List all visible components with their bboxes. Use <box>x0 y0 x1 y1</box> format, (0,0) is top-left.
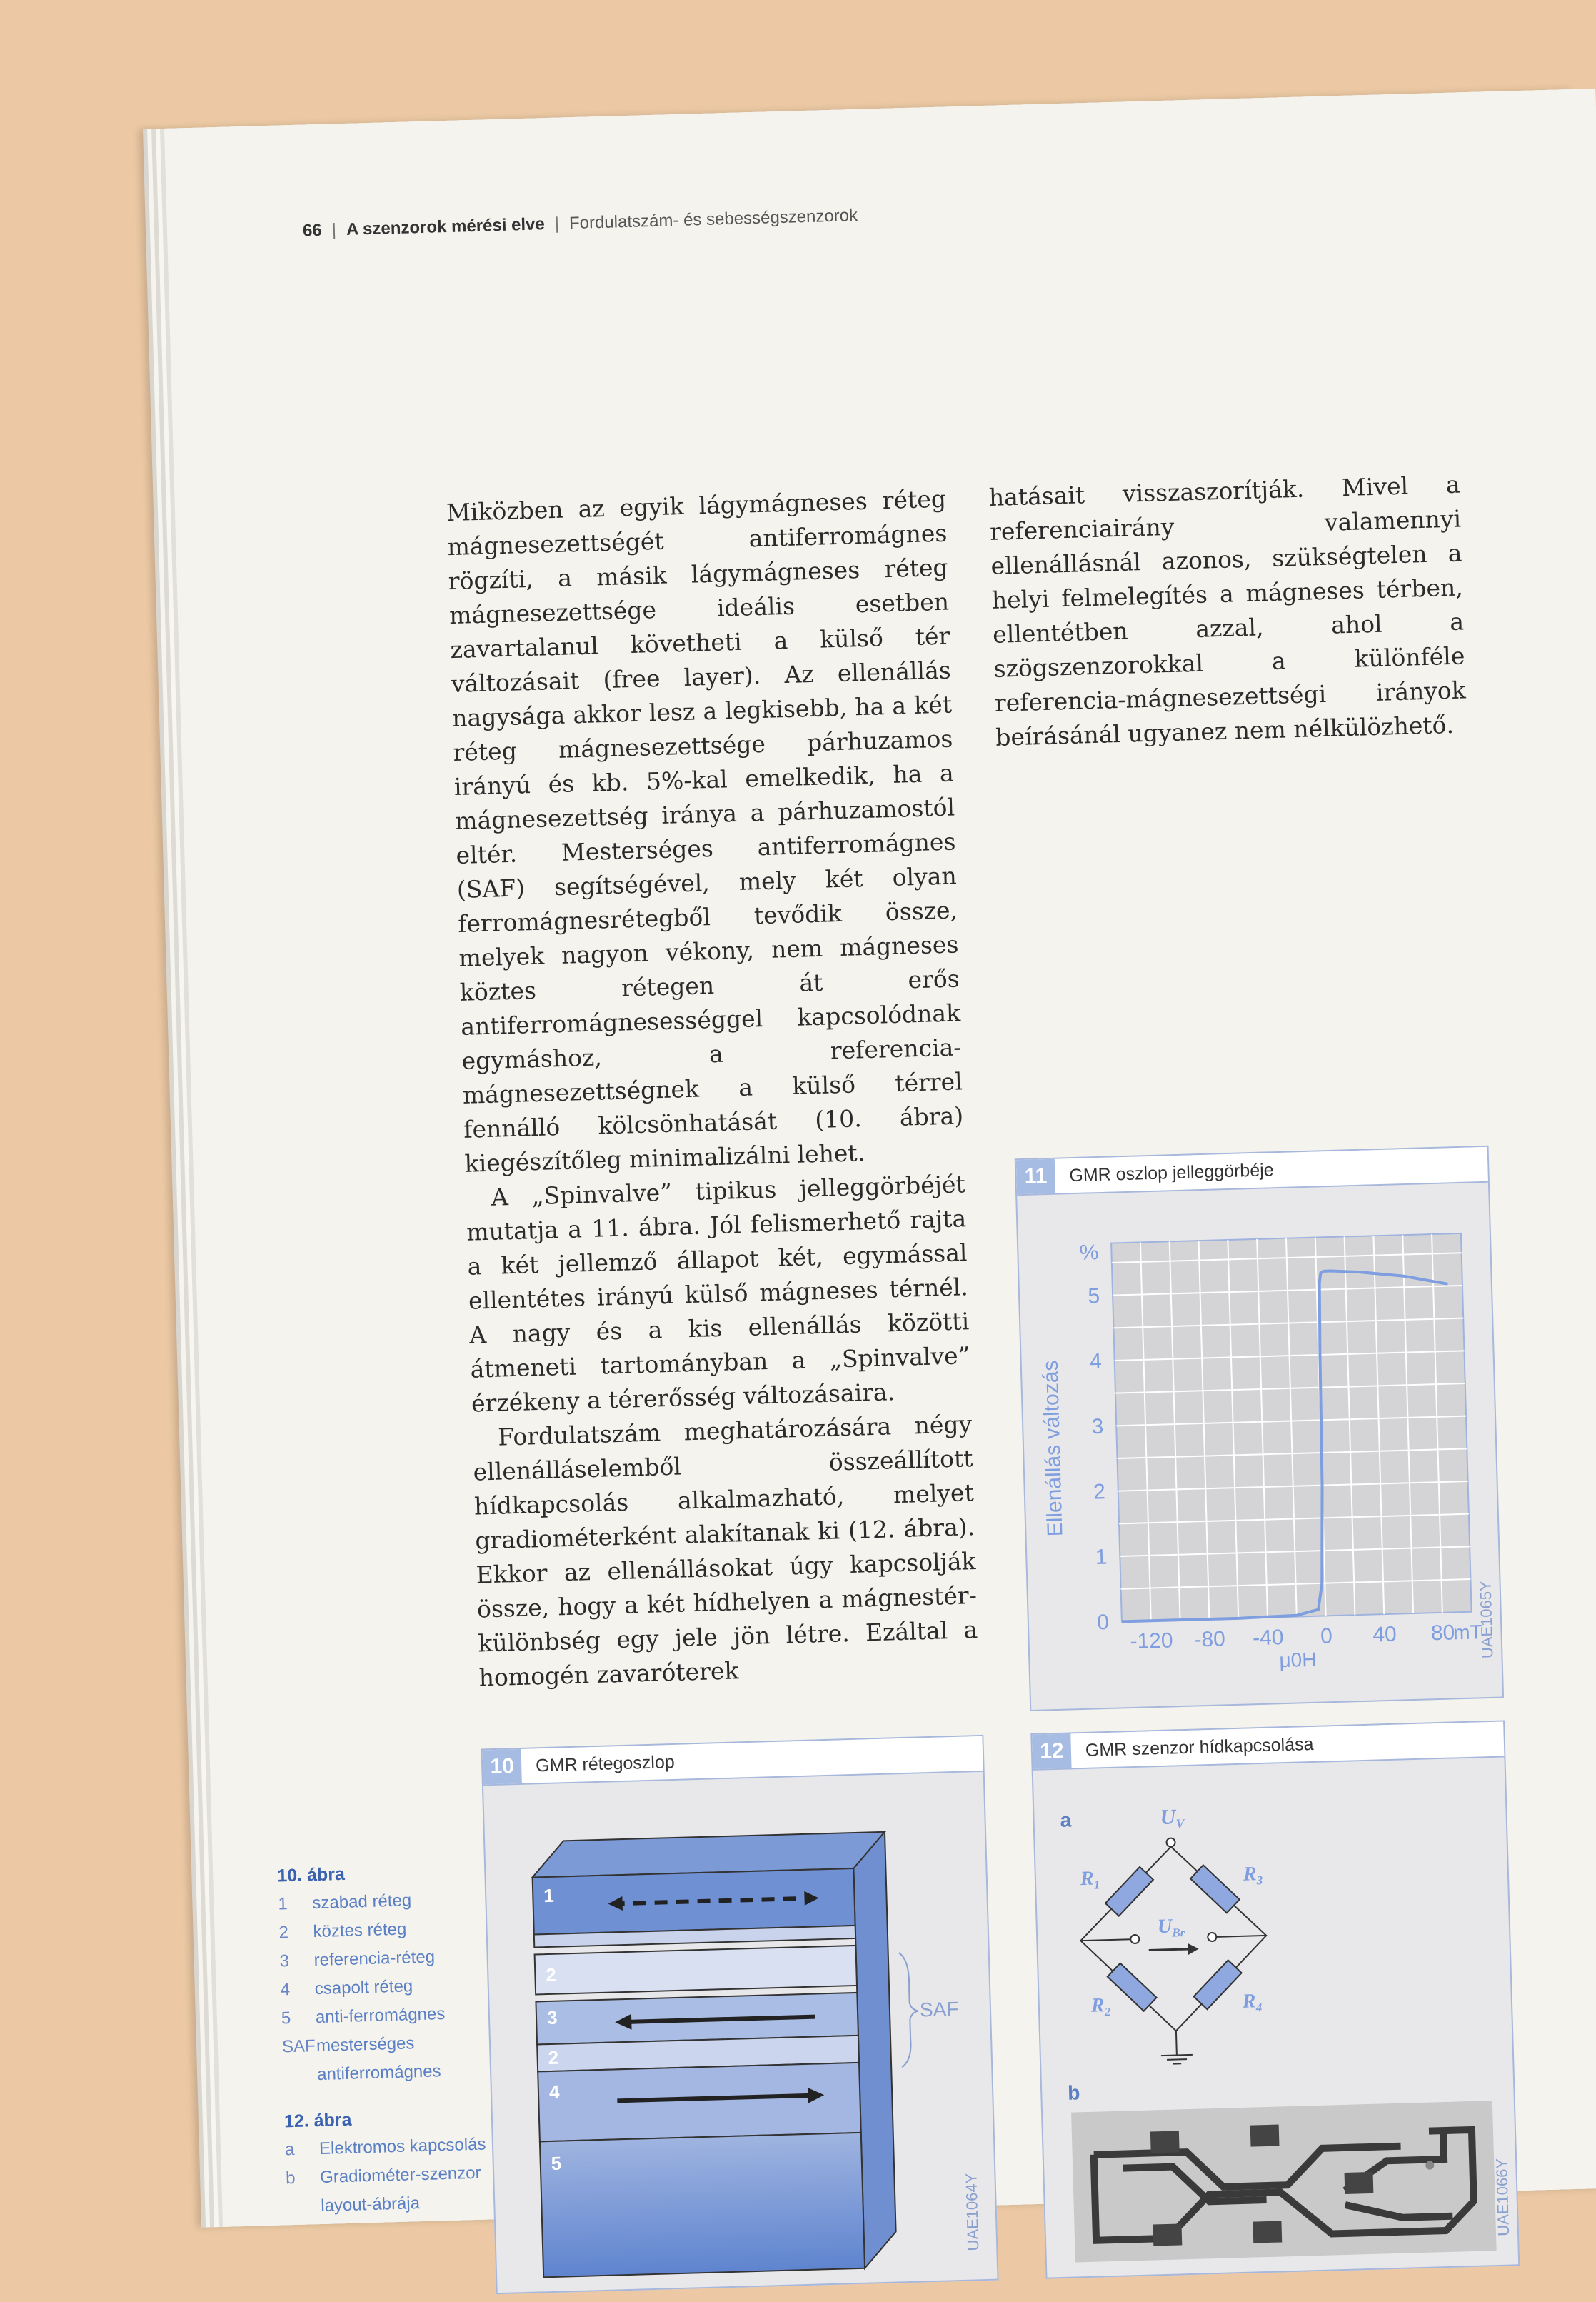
caption-key: b <box>286 2163 321 2221</box>
ubr-label: $U_{Br}$ <box>1157 1915 1185 1940</box>
caption-text: köztes réteg <box>313 1916 407 1947</box>
caption-key: a <box>285 2135 320 2164</box>
caption-title: 10. ábra <box>277 1856 492 1890</box>
x-tick-label: 0 <box>1320 1624 1333 1648</box>
figure-title: GMR szenzor hídkapcsolása <box>1085 1733 1314 1761</box>
r3-label: $R_3$ <box>1242 1863 1263 1888</box>
caption-text: mesterséges antiferromágnes <box>316 2027 497 2089</box>
figure-title: GMR oszlop jelleggörbéje <box>1069 1160 1274 1186</box>
y-tick-label: 4 <box>1090 1350 1103 1373</box>
book-page <box>164 89 1596 2227</box>
layer-4 <box>538 2063 861 2142</box>
figure-10 <box>481 1735 999 2294</box>
resistor-r2 <box>1108 1963 1157 2011</box>
terminal <box>1166 1838 1175 1846</box>
x-tick-label: -120 <box>1130 1628 1173 1653</box>
paragraph: Fordulatszám meghatározására négy ellenálláselemből összeállított hídkapcsolás alkalmazható, melyet gradiométerként alakítanak ki (12. ábra). Ekkor az ellenállásokat úgy kapcsolják össze, hogy a két hídhelyen a mágnestér-különbség egy jele jön létre. Ezáltal a homogén zavaróterek <box>472 1407 979 1695</box>
caption-key: 1 <box>278 1889 313 1918</box>
x-axis-label: μ0H <box>1279 1648 1317 1671</box>
r4-label: $R_4$ <box>1241 1990 1262 2015</box>
y-tick-label: 3 <box>1091 1415 1104 1438</box>
x-tick-label: 40 <box>1372 1623 1397 1647</box>
caption-item <box>286 2158 501 2221</box>
layer-number: 1 <box>543 1885 554 1906</box>
part-a-label: a <box>1060 1808 1072 1831</box>
figure-number: 12 <box>1032 1733 1071 1768</box>
y-tick-label: 1 <box>1095 1546 1108 1569</box>
figure-captions <box>277 1856 501 2221</box>
y-tick-label: 2 <box>1093 1480 1106 1503</box>
layer-number: 2 <box>546 1964 556 1986</box>
caption-text: Gradiométer-szenzor layout-ábrája <box>320 2158 501 2221</box>
figure-number: 11 <box>1016 1159 1055 1194</box>
y-tick-label: 5 <box>1088 1284 1100 1308</box>
figure-code: UAE1066Y <box>1492 2158 1513 2237</box>
resistor-r4 <box>1194 1960 1242 2009</box>
saf-label: SAF <box>920 1998 959 2021</box>
resistor-r3 <box>1190 1865 1240 1913</box>
layer-number: 2 <box>548 2047 558 2068</box>
part-b-label: b <box>1068 2081 1080 2103</box>
paragraph: Miközben az egyik lágymágneses réteg mágnesezettségét antiferromágnes rögzíti, a másik lágymágneses réteg mágnesezettsége ideális esetben zavartalanul követheti a külső tér változásait (free layer). Az ellenállás nagysága akkor lesz a legkisebb, ha a két réteg mágnesezettsége párhuzamos irányú és kb. 5%-kal emelkedik, ha a mágnesezettség iránya a párhuzamostól eltér. Mesterséges antiferromágnes (SAF) segítségével, mely két olyan ferromágnesrétegből tevődik össze, melyek nagyon vékony, nem mágneses köztes rétegen át erős antiferromágnesességgel kapcsolódnak egymáshoz, a referencia-mágnesezettségnek a külső térrel fennálló kölcsönhatását (10. ábra) kiegészítőleg minimalizálni lehet. <box>446 482 965 1181</box>
layer-number: 4 <box>549 2081 561 2103</box>
text-column-right <box>988 468 1467 755</box>
y-unit-label: % <box>1079 1241 1099 1265</box>
figure-code: UAE1065Y <box>1476 1581 1497 1659</box>
caption-text: csapolt réteg <box>314 1972 413 2003</box>
figure-11 <box>1015 1146 1504 1711</box>
caption-key: 4 <box>280 1975 315 2004</box>
caption-text: szabad réteg <box>312 1886 412 1918</box>
caption-text: referencia-réteg <box>313 1943 435 1975</box>
figure-number: 10 <box>483 1749 522 1784</box>
x-unit-label: mT <box>1453 1621 1482 1643</box>
caption-text: Elektromos kapcsolás <box>319 2131 486 2164</box>
x-tick-label: -80 <box>1194 1627 1225 1651</box>
caption-text: anti-ferromágnes <box>315 2000 445 2032</box>
caption-key: 5 <box>281 2003 316 2033</box>
layer-stack-diagram <box>483 1772 998 2293</box>
running-header: 66 | A szenzorok mérési elve | Fordulatszám- és sebességszenzorok <box>303 206 858 241</box>
r2-label: $R_2$ <box>1090 1994 1111 2019</box>
y-axis-label: Ellenállás változás <box>1039 1360 1068 1537</box>
ubr-arrow <box>1149 1949 1192 1951</box>
paragraph: A „Spinvalve” tipikus jelleggörbéjét mutatja a 11. ábra. Jól felismerhető rajta a két jellemző állapot két, egymással ellentétes irányú külső mágneses térnél. A nagy és a kis ellenállás közötti átmeneti tartományban a „Spinvalve” érzékeny a térerősség változásaira. <box>465 1167 971 1421</box>
section-title: A szenzorok mérési elve <box>346 214 546 239</box>
caption-key: 2 <box>278 1918 313 1947</box>
layer-2 <box>535 1946 857 1995</box>
resistance-chart <box>1017 1183 1502 1710</box>
saf-brace <box>899 1953 920 2068</box>
layer-number: 3 <box>547 2007 558 2028</box>
paragraph: hatásait visszaszorítják. Mivel a referenciairány valamennyi ellenállásnál azonos, szükségtelen a helyi felmelegítés a mágneses térben, ellentétben azzal, ahol a szögszenzorokkal a különféle referencia-mágnesezettségi irányok beírásánál ugyanez nem nélkülözhető. <box>988 468 1467 755</box>
caption-title: 12. ábra <box>283 2101 498 2136</box>
bridge-circuit-diagram <box>1033 1757 1519 2277</box>
caption-key: SAF <box>282 2032 318 2090</box>
layer-number: 5 <box>551 2153 561 2174</box>
caption-key: 3 <box>279 1946 314 1976</box>
r1-label: $R_1$ <box>1079 1867 1100 1892</box>
ground-symbol <box>1161 2055 1193 2056</box>
text-column-left <box>446 482 980 1696</box>
layer-5 <box>540 2133 865 2277</box>
resistor-r1 <box>1105 1867 1153 1916</box>
figure-title: GMR rétegoszlop <box>536 1751 675 1776</box>
x-tick-label: -40 <box>1253 1626 1284 1650</box>
figure-code: UAE1064Y <box>962 2173 983 2251</box>
page-number: 66 <box>303 221 322 241</box>
x-tick-label: 80 <box>1431 1621 1455 1645</box>
uv-label: $U_V$ <box>1160 1805 1186 1831</box>
y-tick-label: 0 <box>1097 1611 1110 1634</box>
figure-12 <box>1030 1720 1520 2278</box>
subsection-title: Fordulatszám- és sebességszenzorok <box>569 206 858 233</box>
caption-item <box>282 2027 498 2090</box>
